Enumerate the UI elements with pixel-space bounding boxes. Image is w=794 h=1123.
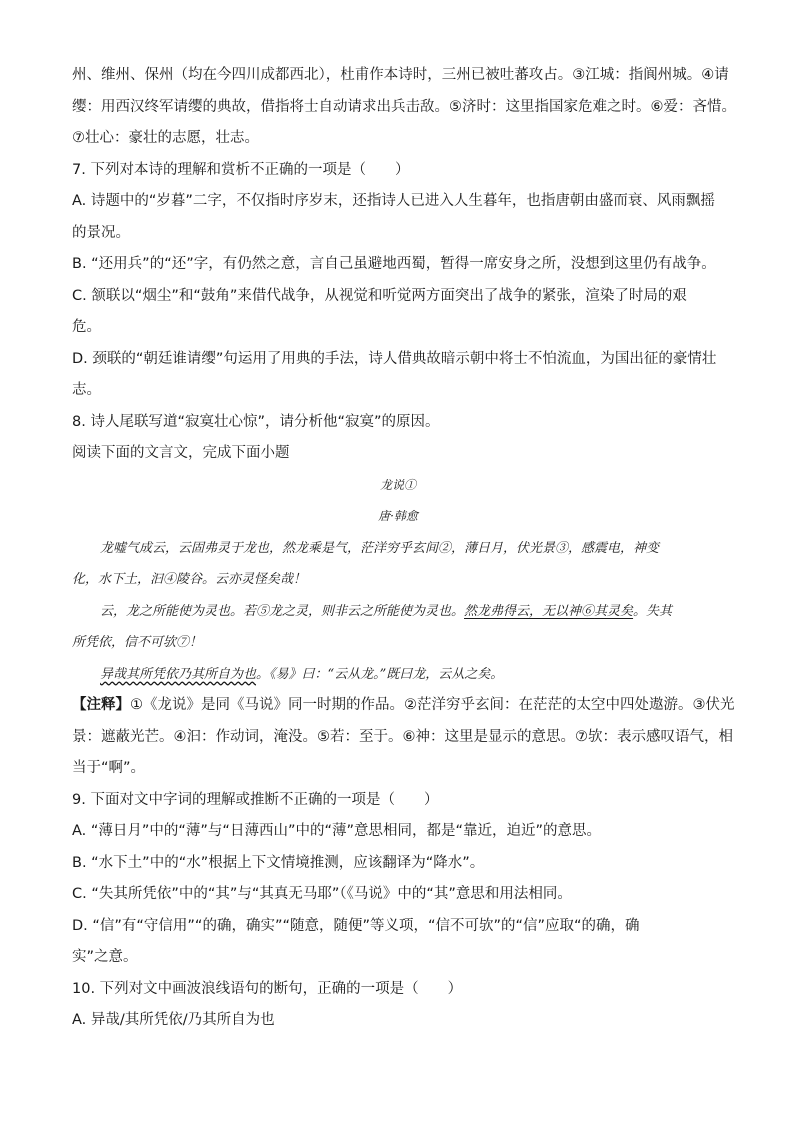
annotation-line-2: 景：遮蔽光芒。④汩：作动词，淹没。⑤若：至于。⑥神：这里是显示的意思。⑦欤：表示感叹语气，相 <box>72 728 733 745</box>
passage-paragraph-3-rest: 。《易》曰：“云从龙。”既曰龙，云从之矣。 <box>256 666 504 682</box>
passage-paragraph-2-text: 云，龙之所能使为灵也。若⑤龙之灵，则非云之所能使为灵也。 <box>100 603 465 619</box>
document-page <box>72 60 736 1037</box>
annotation-line-1 <box>72 690 735 722</box>
question-7-option-b: B. “还用兵”的“还”字，有仍然之意，言自己虽避地西蜀，暂得一席安身之所，没想到这里仍有战争。 <box>72 256 716 272</box>
annotation-line-1-text: ①《龙说》是同《马说》同一时期的作品。②茫洋穷乎玄间：在茫茫的太空中四处遨游。③伏光 <box>130 697 735 713</box>
passage-paragraph-1-line-2: 化，水下土，汩④陵谷。云亦灵怪矣哉！ <box>72 572 307 587</box>
question-7-option-d-cont: 志。 <box>72 382 101 398</box>
passage-paragraph-2-tail: 。失其 <box>633 603 673 619</box>
passage-paragraph-2-line-1 <box>72 596 724 628</box>
annotation-line-3: 当于“啊”。 <box>72 760 146 776</box>
question-7-option-a-cont: 的景况。 <box>72 224 130 241</box>
question-7-option-a: A. 诗题中的“岁暮”二字，不仅指时序岁末，还指诗人已进入人生暮年，也指唐朝由盛而衰、风雨飘摇 <box>72 193 715 209</box>
notes-continued-line-2: 缨：用西汉终军请缨的典故，借指将士自动请求出兵击敌。⑤济时：这里指国家危难之时。⑥爱：吝惜。 <box>72 98 736 115</box>
question-9-option-a: A. “薄日月”中的“薄”与“日薄西山”中的“薄”意思相同，都是“靠近，迫近”的意思。 <box>72 823 601 839</box>
wavy-underlined-sentence: 异哉其所凭依乃其所自为也 <box>100 666 257 682</box>
question-9-option-d: D. “信”有“守信用”“的确，确实”“随意，随便”等义项，“信不可欤”的“信”应取“的确，确 <box>72 917 640 934</box>
question-9-option-b: B. “水下土”中的“水”根据上下文情境推测，应该翻译为“降水”。 <box>72 854 485 871</box>
question-7-option-d: D. 颈联的“朝廷谁请缨”句运用了用典的手法，诗人借典故暗示朝中将士不怕流血，为国出征的豪情壮 <box>72 350 717 367</box>
underlined-sentence-part-2: 其灵矣 <box>594 603 634 619</box>
question-7-option-c: C. 颔联以“烟尘”和“鼓角”来借代战争，从视觉和听觉两方面突出了战争的紧张，渲染了时局的艰 <box>72 287 687 304</box>
annotation-label: 【注释】 <box>72 697 130 713</box>
question-8-stem: 8. 诗人尾联写道“寂寞壮心惊”，请分析他“寂寞”的原因。 <box>72 413 440 430</box>
passage-intro: 阅读下面的文言文，完成下面小题 <box>72 445 290 461</box>
underlined-sentence-part-1: 然龙弗得云，无以神⑥ <box>464 603 595 619</box>
question-9-option-d-cont: 实”之意。 <box>72 949 138 965</box>
question-7-stem: 7. 下列对本诗的理解和赏析不正确的一项是（ ） <box>72 161 410 178</box>
notes-continued-line-3: ⑦壮心：豪壮的志愿，壮志。 <box>72 130 259 146</box>
question-9-stem: 9. 下面对文中字词的理解或推断不正确的一项是（ ） <box>72 791 439 808</box>
question-9-option-c: C. “失其所凭依”中的“其”与“其真无马耶”（《马说》中的“其”意思和用法相同。 <box>72 886 572 902</box>
passage-paragraph-3 <box>72 659 724 691</box>
passage-author: 唐·韩愈 <box>378 509 418 523</box>
question-7-option-c-cont: 危。 <box>72 319 101 335</box>
passage-title: 龙说① <box>379 477 416 492</box>
passage-paragraph-1-line-1: 龙嘘气成云，云固弗灵于龙也，然龙乘是气，茫洋穷乎玄间②，薄日月，伏光景③，感震电，神变 <box>100 540 660 556</box>
question-10-stem: 10. 下列对文中画波浪线语句的断句，正确的一项是（ ） <box>72 980 463 997</box>
notes-continued-line-1: 州、维州、保州（均在今四川成都西北），杜甫作本诗时，三州已被吐蕃攻占。③江城：指阆州城。④请 <box>72 67 729 83</box>
question-10-option-a: A. 异哉/其所凭依/乃其所自为也 <box>72 1012 275 1028</box>
passage-paragraph-2-line-2: 所凭依，信不可欤⑦！ <box>72 635 203 650</box>
